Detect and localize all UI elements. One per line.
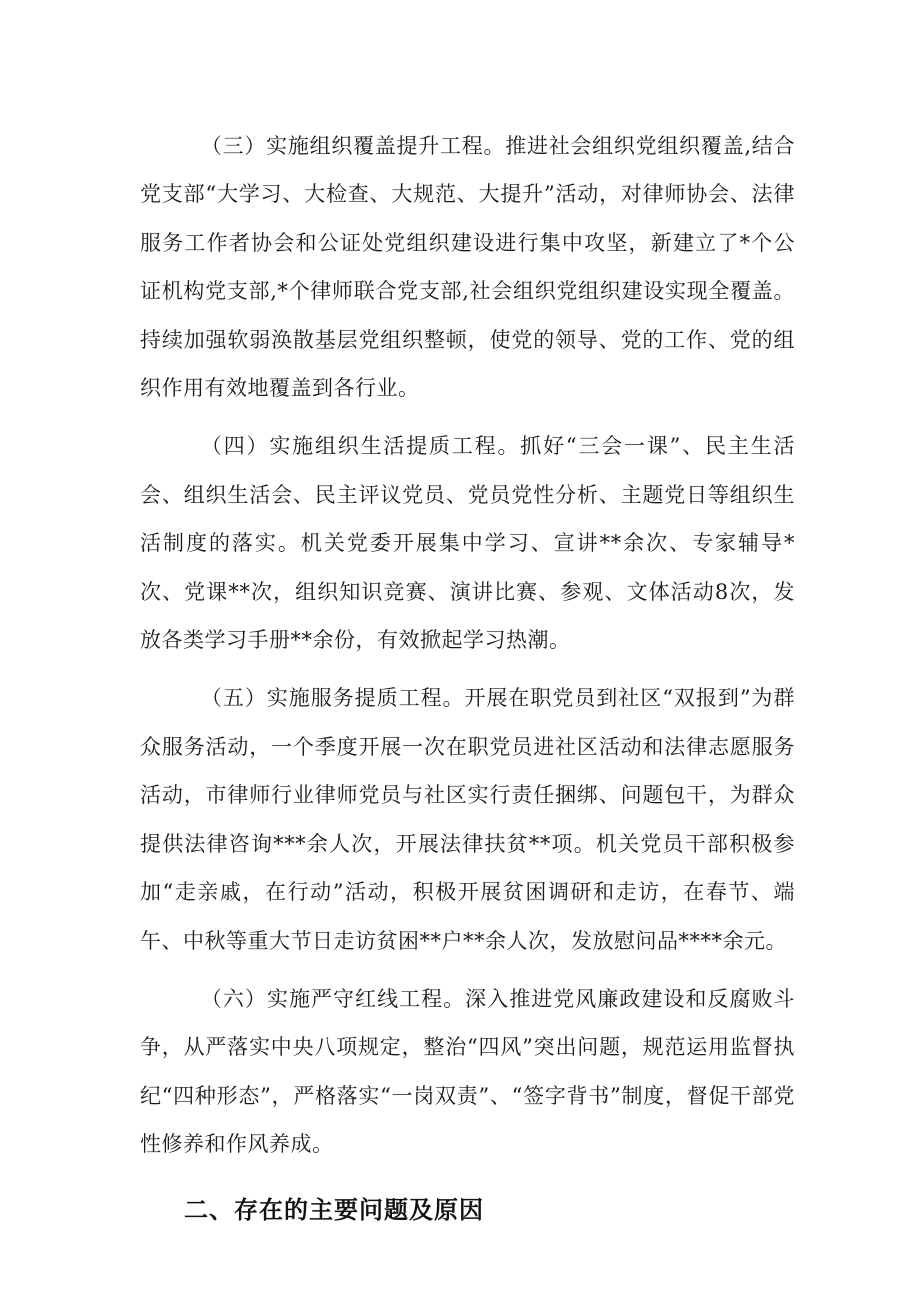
paragraph-red-line: （六）实施严守红线工程。深入推进党风廉政建设和反腐败斗争，从严落实中央八项规定，整治“四风”突出问题，规范运用监督执纪“四种形态”，严格落实“一岗双责”、“签字背书”制度，督促干部党性修养和作风养成。 <box>140 986 795 1157</box>
document-body <box>140 122 795 1234</box>
paragraph-organization-life: （四）实施组织生活提质工程。抓好“三会一课”、民主生活会、组织生活会、民主评议党员、党员党性分析、主题党日等组织生活制度的落实。机关党委开展集中学习、宣讲**余次、专家辅导*次、党课**次，组织知识竞赛、演讲比赛、参观、文体活动8次，发放各类学习手册**余份，有效掀起学习热潮。 <box>140 434 795 653</box>
paragraph-service-quality: （五）实施服务提质工程。开展在职党员到社区“双报到”为群众服务活动，一个季度开展一次在职党员进社区活动和法律志愿服务活动，市律师行业律师党员与社区实行责任捆绑、问题包干，为群众提供法律咨询***余人次，开展法律扶贫**项。机关党员干部积极参加“走亲戚，在行动”活动，积极开展贫困调研和走访，在春节、端午、中秋等重大节日走访贫困**户**余人次，发放慰问品****余元。 <box>140 686 795 953</box>
section-heading-problems: 二、存在的主要问题及原因 <box>184 1195 484 1224</box>
paragraph-organization-coverage: （三）实施组织覆盖提升工程。推进社会组织党组织覆盖,结合党支部“大学习、大检查、大规范、大提升”活动，对律师协会、法律服务工作者协会和公证处党组织建设进行集中攻坚，新建立了*个公证机构党支部,*个律师联合党支部,社会组织党组织建设实现全覆盖。持续加强软弱涣散基层党组织整顿，使党的领导、党的工作、党的组织作用有效地覆盖到各行业。 <box>140 134 795 401</box>
